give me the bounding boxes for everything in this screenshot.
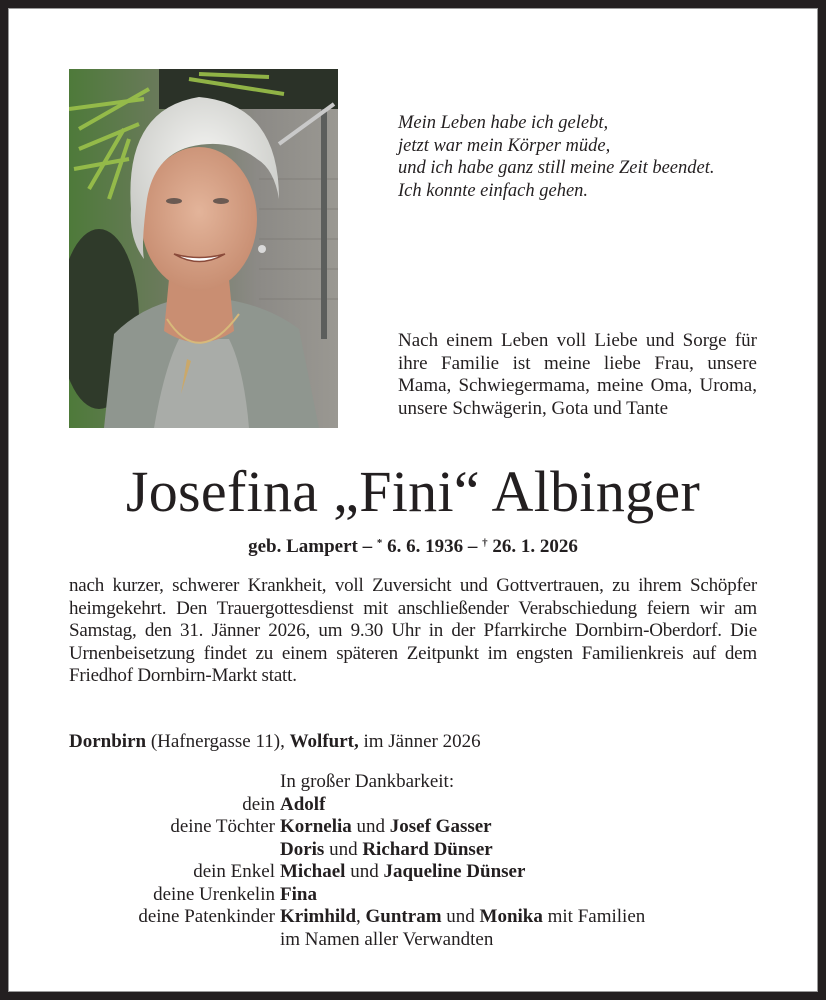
- mourner-name: Michael: [280, 861, 346, 882]
- mourner-row: [69, 884, 789, 907]
- mourner-name: Doris: [280, 838, 325, 860]
- mourner-name: Jaqueline Dünser: [383, 861, 526, 882]
- relation-label: deine Patenkinder: [138, 906, 275, 927]
- maiden-name: geb. Lampert –: [248, 536, 377, 557]
- mourner-names: [280, 816, 789, 839]
- address: (Hafnergasse 11),: [146, 731, 290, 752]
- mourner-name: Adolf: [280, 793, 326, 815]
- connector-text: und: [351, 816, 390, 837]
- mourner-names: [280, 839, 789, 862]
- connector-text: und: [441, 906, 480, 927]
- connector-text: mit Familien: [542, 906, 646, 927]
- mourner-name: Richard Dünser: [362, 838, 493, 860]
- mourners-heading: In großer Dankbarkeit:: [280, 771, 455, 792]
- relation-label: deine Urenkelin: [153, 883, 275, 905]
- announcement-paragraph: nach kurzer, schwerer Krankheit, voll Zuversicht und Gottvertrauen, zu ihrem Schöpfer heimgekehrt. Den Trauergottesdienst mit anschließender Verabschiedung feiern wir am Samstag, den 31. Jänner 2026, um 9.30 Uhr in der Pfarrkirche Dornbirn-Oberdorf. Die Urnenbeisetzung findet zu einem späteren Zeitpunkt im engsten Familienkreis auf dem Friedhof Dornbirn-Markt statt.: [69, 575, 757, 686]
- portrait-image: [69, 69, 338, 428]
- birth-symbol: *: [376, 537, 383, 549]
- mourner-row: [69, 794, 789, 817]
- place-wolfurt: Wolfurt,: [289, 731, 359, 752]
- mourner-row: [69, 839, 789, 862]
- mourner-name: Josef Gasser: [389, 816, 492, 837]
- mourner-name: Monika: [479, 906, 543, 927]
- mourners-rows: [69, 794, 789, 952]
- life-dates: [8, 530, 818, 560]
- place-date-line: [69, 730, 481, 754]
- mourner-names: [280, 929, 789, 952]
- connector-text: ,: [356, 906, 366, 927]
- intro-paragraph: Nach einem Leben voll Liebe und Sorge für ihre Familie ist meine liebe Frau, unsere Mama, Schwiegermama, meine Oma, Uroma, unsere Schwägerin, Gota und Tante: [398, 330, 757, 419]
- relation-label: [69, 839, 280, 862]
- obituary-page: [8, 8, 818, 992]
- mourner-names: [280, 884, 789, 907]
- death-date: 26. 1. 2026: [487, 536, 578, 557]
- relation-label: deine Töchter: [170, 816, 275, 837]
- connector-text: im Namen aller Verwandten: [280, 928, 494, 950]
- quote-line: Mein Leben habe ich gelebt,: [398, 113, 609, 133]
- mourner-names: [280, 794, 789, 817]
- mourner-name: Kornelia: [280, 816, 352, 837]
- relation-label: [69, 929, 280, 952]
- place-dornbirn: Dornbirn: [69, 731, 147, 752]
- mourner-row: [69, 861, 789, 884]
- quote-line: und ich habe ganz still meine Zeit beendet.: [398, 158, 715, 178]
- mourner-names: [280, 861, 789, 884]
- relation-label: dein Enkel: [193, 861, 275, 882]
- quote-poem: [398, 112, 715, 202]
- mourner-row: [69, 906, 789, 929]
- death-cross-symbol: †: [482, 537, 488, 549]
- quote-line: jetzt war mein Körper müde,: [398, 135, 611, 156]
- connector-text: und: [324, 838, 363, 860]
- mourner-name: Guntram: [365, 906, 442, 927]
- portrait-photo: [69, 69, 338, 428]
- relation-label: dein: [242, 793, 275, 815]
- mourners-heading-row: [69, 771, 789, 794]
- mourner-row: [69, 816, 789, 839]
- quote-line: Ich konnte einfach gehen.: [398, 180, 589, 201]
- mourner-names: [280, 906, 789, 929]
- deceased-name: Josefina „Fini“ Albinger: [125, 459, 701, 524]
- mourners-list: [69, 771, 789, 951]
- date-text: im Jänner 2026: [358, 731, 481, 752]
- birth-date: 6. 6. 1936 –: [382, 536, 483, 557]
- mourner-name: Fina: [280, 883, 317, 905]
- mourner-name: Krimhild: [280, 906, 357, 927]
- connector-text: und: [345, 861, 384, 882]
- mourner-row: [69, 929, 789, 952]
